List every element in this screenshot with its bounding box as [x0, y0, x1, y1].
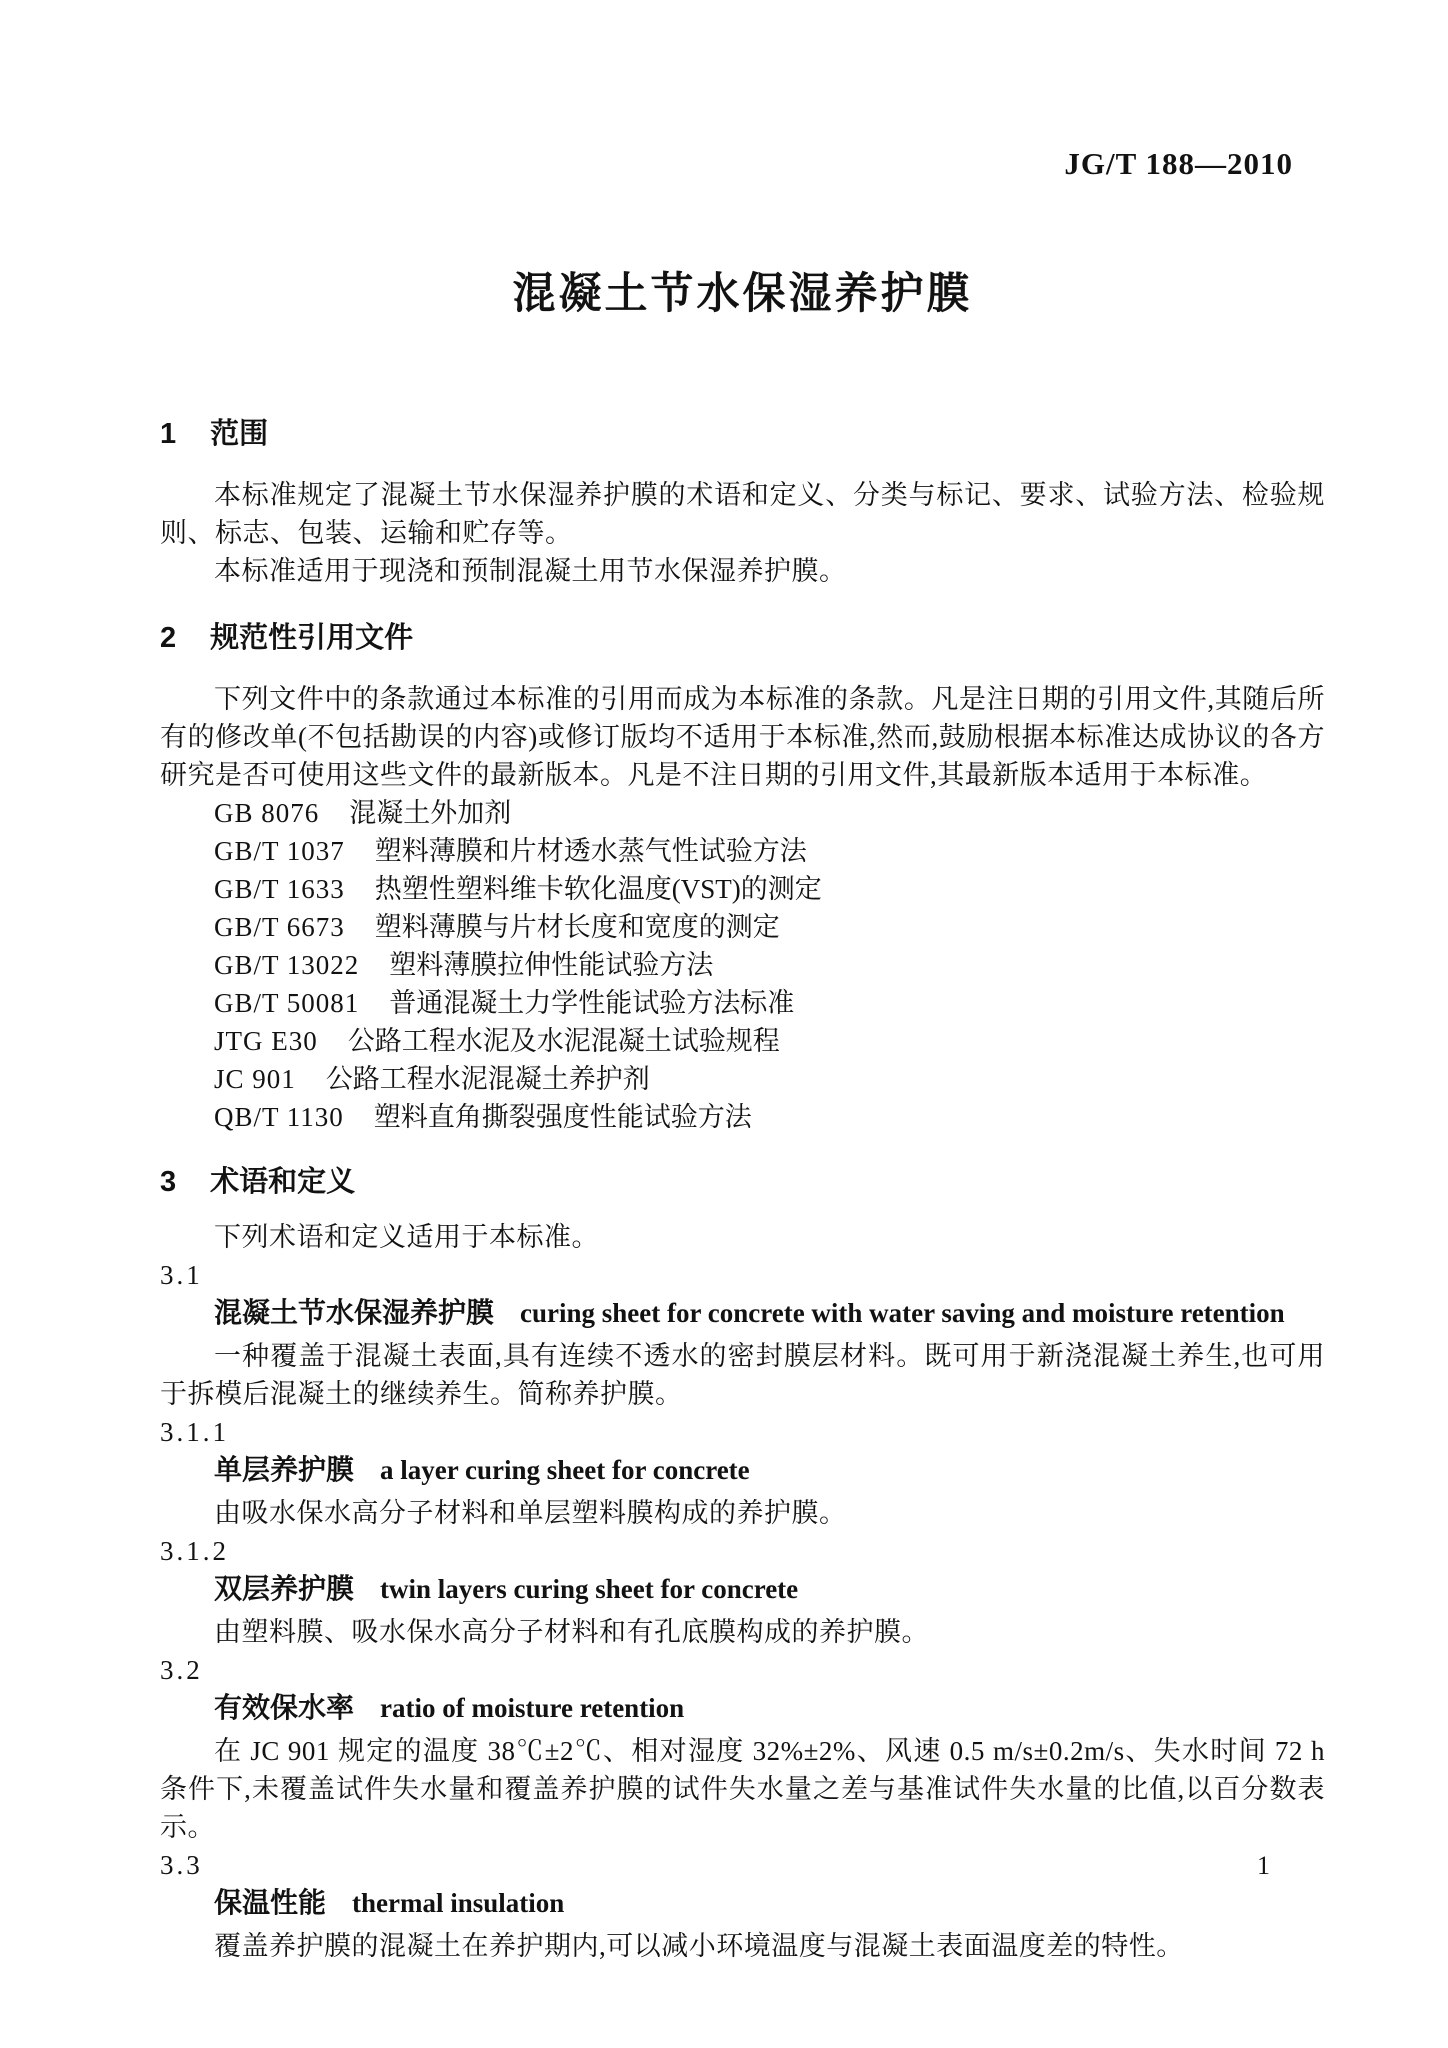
term-definition: 覆盖养护膜的混凝土在养护期内,可以减小环境温度与混凝土表面温度差的特性。 — [214, 1931, 1184, 1961]
term-number: 3.2 — [160, 1655, 203, 1685]
reference-title: 公路工程水泥及水泥混凝土试验规程 — [347, 1026, 780, 1056]
reference-code: GB/T 1037 — [214, 836, 345, 866]
reference-title: 塑料薄膜与片材长度和宽度的测定 — [374, 912, 780, 942]
term-english: curing sheet for concrete with water saving and moisture retention — [520, 1298, 1285, 1328]
term-chinese: 单层养护膜 — [214, 1454, 355, 1485]
standard-code: JG/T 188—2010 — [1064, 146, 1293, 181]
term-number: 3.1 — [160, 1260, 203, 1290]
reference-item — [160, 870, 1325, 908]
section-number: 2 — [160, 622, 177, 654]
term-english: a layer curing sheet for concrete — [380, 1455, 750, 1485]
term-entry — [160, 1413, 1325, 1532]
term-title — [160, 1884, 1325, 1927]
references-paragraph: 下列文件中的条款通过本标准的引用而成为本标准的条款。凡是注日期的引用文件,其随后所有的修改单(不包括勘误的内容)或修订版均不适用于本标准,然而,鼓励根据本标准达成协议的各方研究是否可使用这些文件的最新版本。凡是不注日期的引用文件,其最新版本适用于本标准。 — [160, 684, 1325, 790]
reference-code: GB/T 6673 — [214, 912, 345, 942]
section-heading-terms — [160, 1162, 1325, 1202]
term-title — [160, 1689, 1325, 1732]
section-normative-references — [160, 618, 1325, 1136]
term-definition: 由塑料膜、吸水保水高分子材料和有孔底膜构成的养护膜。 — [214, 1617, 929, 1647]
reference-item — [160, 1098, 1325, 1136]
reference-title: 塑料薄膜拉伸性能试验方法 — [389, 950, 714, 980]
term-number: 3.3 — [160, 1850, 203, 1880]
section-heading-label: 术语和定义 — [210, 1166, 356, 1198]
section-number: 3 — [160, 1166, 177, 1198]
reference-title: 塑料薄膜和片材透水蒸气性试验方法 — [374, 836, 807, 866]
scope-paragraph: 本标准适用于现浇和预制混凝土用节水保湿养护膜。 — [214, 556, 847, 586]
reference-item — [160, 1022, 1325, 1060]
reference-title: 混凝土外加剂 — [349, 798, 512, 828]
term-entry — [160, 1846, 1325, 1965]
reference-item — [160, 832, 1325, 870]
reference-code: GB/T 13022 — [214, 950, 360, 980]
term-chinese: 双层养护膜 — [214, 1573, 355, 1604]
reference-code: QB/T 1130 — [214, 1102, 344, 1132]
reference-list — [160, 794, 1325, 1136]
section-number: 1 — [160, 418, 177, 450]
reference-code: GB 8076 — [214, 798, 320, 828]
term-chinese: 保温性能 — [214, 1887, 327, 1918]
scope-paragraph: 本标准规定了混凝土节水保湿养护膜的术语和定义、分类与标记、要求、试验方法、检验规则、标志、包装、运输和贮存等。 — [160, 480, 1325, 548]
term-entry — [160, 1256, 1325, 1413]
section-scope — [160, 414, 1325, 590]
reference-item — [160, 984, 1325, 1022]
section-heading-label: 范围 — [210, 418, 269, 450]
section-heading-scope — [160, 414, 1325, 454]
term-entry — [160, 1651, 1325, 1846]
term-english: ratio of moisture retention — [380, 1693, 685, 1723]
reference-code: JTG E30 — [214, 1026, 318, 1056]
term-title — [160, 1570, 1325, 1613]
term-english: thermal insulation — [352, 1888, 565, 1918]
reference-item — [160, 794, 1325, 832]
term-title — [160, 1451, 1325, 1494]
terms-intro: 下列术语和定义适用于本标准。 — [214, 1222, 599, 1252]
reference-title: 普通混凝土力学性能试验方法标准 — [389, 988, 795, 1018]
term-entry — [160, 1532, 1325, 1651]
reference-title: 塑料直角撕裂强度性能试验方法 — [373, 1102, 752, 1132]
term-number: 3.1.2 — [160, 1536, 229, 1566]
reference-code: JC 901 — [214, 1064, 296, 1094]
reference-item — [160, 946, 1325, 984]
reference-title: 热塑性塑料维卡软化温度(VST)的测定 — [374, 874, 822, 904]
section-heading-references — [160, 618, 1325, 658]
reference-item — [160, 908, 1325, 946]
page-number: 1 — [1257, 1851, 1270, 1880]
term-definition: 由吸水保水高分子材料和单层塑料膜构成的养护膜。 — [214, 1498, 847, 1528]
reference-code: GB/T 1633 — [214, 874, 345, 904]
section-heading-label: 规范性引用文件 — [210, 622, 414, 654]
term-title — [160, 1294, 1325, 1337]
term-chinese: 混凝土节水保湿养护膜 — [214, 1297, 495, 1328]
term-english: twin layers curing sheet for concrete — [380, 1574, 799, 1604]
reference-code: GB/T 50081 — [214, 988, 360, 1018]
reference-item — [160, 1060, 1325, 1098]
reference-title: 公路工程水泥混凝土养护剂 — [325, 1064, 650, 1094]
term-number: 3.1.1 — [160, 1417, 229, 1447]
section-terms-definitions — [160, 1162, 1325, 1965]
term-chinese: 有效保水率 — [214, 1692, 355, 1723]
document-title: 混凝土节水保湿养护膜 — [512, 270, 973, 318]
term-definition: 在 JC 901 规定的温度 38℃±2℃、相对湿度 32%±2%、风速 0.5 m/s±0.2m/s、失水时间 72 h 条件下,未覆盖试件失水量和覆盖养护膜的试件失水量之差与基准试件失水量的比值,以百分数表示。 — [160, 1736, 1325, 1842]
term-definition: 一种覆盖于混凝土表面,具有连续不透水的密封膜层材料。既可用于新浇混凝土养生,也可用于拆模后混凝土的继续养生。简称养护膜。 — [160, 1341, 1325, 1409]
